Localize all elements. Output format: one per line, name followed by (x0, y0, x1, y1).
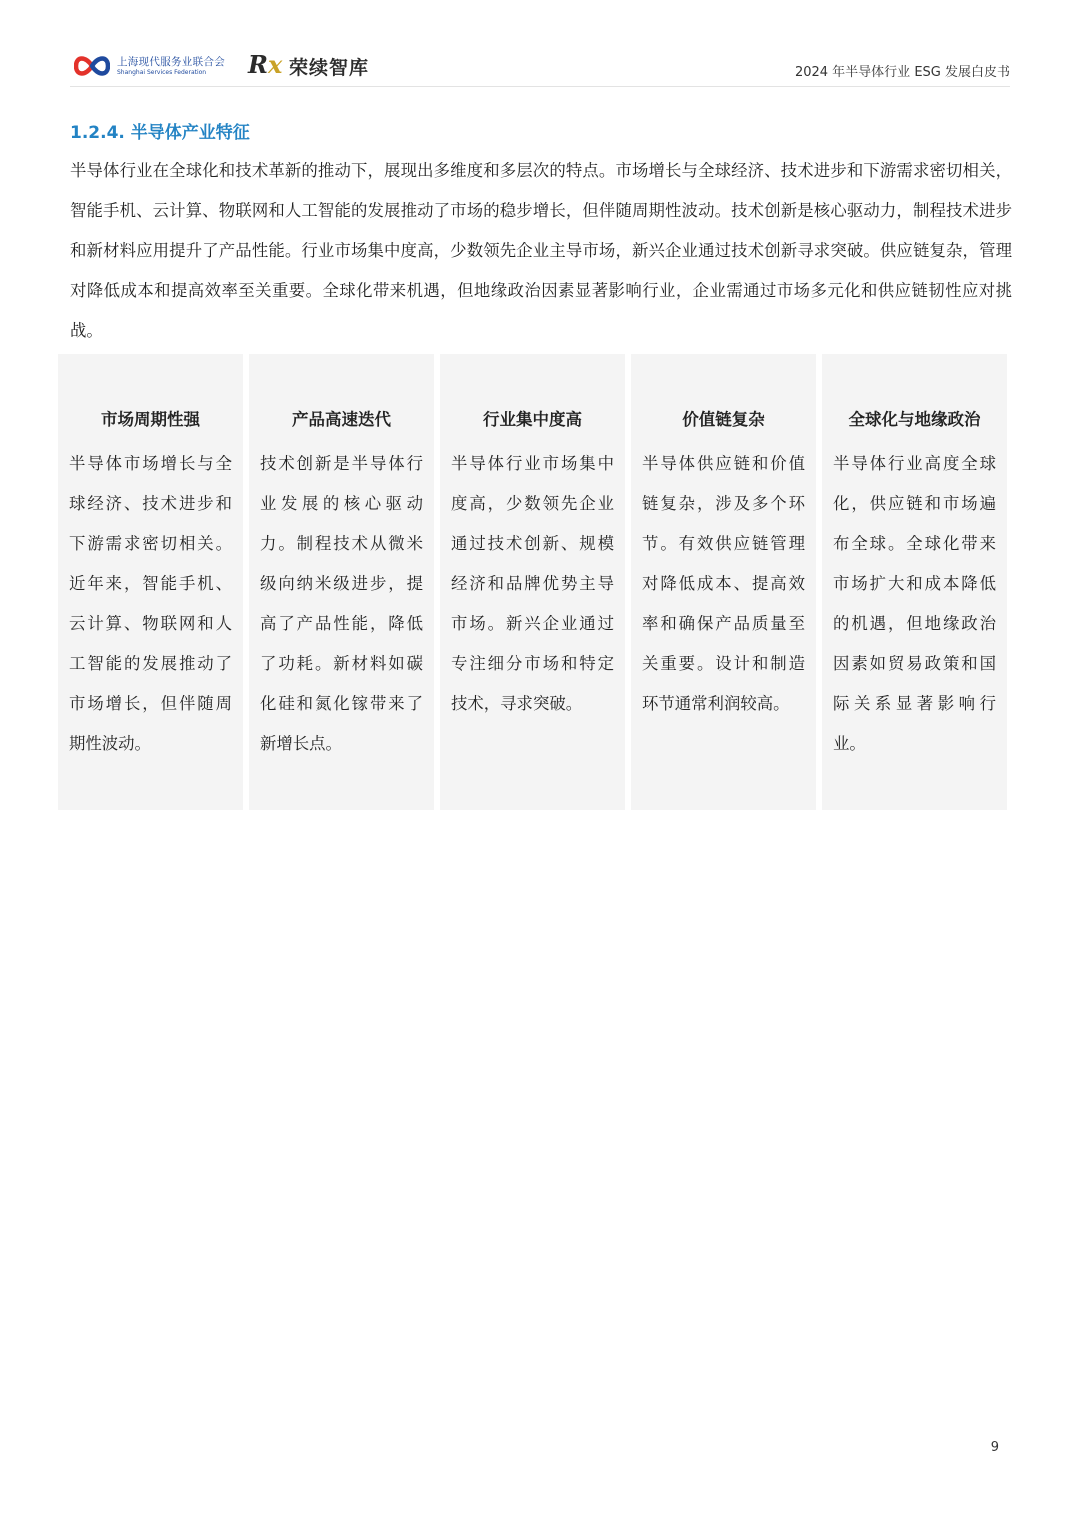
rx-logo-mark: Rx (248, 50, 283, 79)
card-title: 行业集中度高 (483, 410, 582, 429)
think-tank-name: 荣续智库 (289, 57, 370, 79)
card-body: 半导体行业高度全球化，供应链和市场遍布全球。全球化带来市场扩大和成本降低的机遇，但地缘政治因素如贸易政策和国际关系显著影响行业。 (833, 454, 996, 753)
feature-card-concentration (440, 354, 625, 810)
card-title: 产品高速迭代 (292, 410, 391, 429)
page-number: 9 (990, 1440, 999, 1455)
section-heading: 1.2.4. 半导体产业特征 (70, 123, 250, 143)
card-title: 全球化与地缘政治 (848, 410, 981, 429)
card-title: 价值链复杂 (682, 410, 765, 429)
section-intro-paragraph: 半导体行业在全球化和技术革新的推动下，展现出多维度和多层次的特点。市场增长与全球经济、技术进步和下游需求密切相关，智能手机、云计算、物联网和人工智能的发展推动了市场的稳步增长，但伴随周期性波动。技术创新是核心驱动力，制程技术进步和新材料应用提升了产品性能。行业市场集中度高，少数领先企业主导市场，新兴企业通过技术创新寻求突破。供应链复杂，管理对降低成本和提高效率至关重要。全球化带来机遇，但地缘政治因素显著影响行业，企业需通过市场多元化和供应链韧性应对挑战。 (70, 161, 1012, 340)
document-title: 2024 年半导体行业 ESG 发展白皮书 (794, 65, 1010, 80)
card-title: 市场周期性强 (101, 410, 200, 429)
card-body: 技术创新是半导体行业发展的核心驱动力。制程技术从微米级向纳米级进步，提高了产品性能，降低了功耗。新材料如碳化硅和氮化镓带来了新增长点。 (260, 454, 423, 753)
card-body: 半导体市场增长与全球经济、技术进步和下游需求密切相关。近年来，智能手机、云计算、物联网和人工智能的发展推动了市场增长，但伴随周期性波动。 (69, 454, 232, 753)
feature-card-fast-iteration (249, 354, 434, 810)
federation-name-en: Shanghai Services Federation (117, 69, 207, 76)
card-body: 半导体行业市场集中度高，少数领先企业通过技术创新、规模经济和品牌优势主导市场。新兴企业通过专注细分市场和特定技术，寻求突破。 (451, 454, 614, 713)
card-body: 半导体供应链和价值链复杂，涉及多个环节。有效供应链管理对降低成本、提高效率和确保产品质量至关重要。设计和制造环节通常利润较高。 (642, 454, 805, 713)
feature-cards (58, 354, 1008, 810)
feature-card-globalization (822, 354, 1007, 810)
federation-name-cn: 上海现代服务业联合会 (117, 56, 225, 68)
feature-card-value-chain (631, 354, 816, 810)
page-header (70, 48, 1010, 87)
federation-logo-icon (74, 52, 110, 80)
feature-card-market-cycle (58, 354, 243, 810)
